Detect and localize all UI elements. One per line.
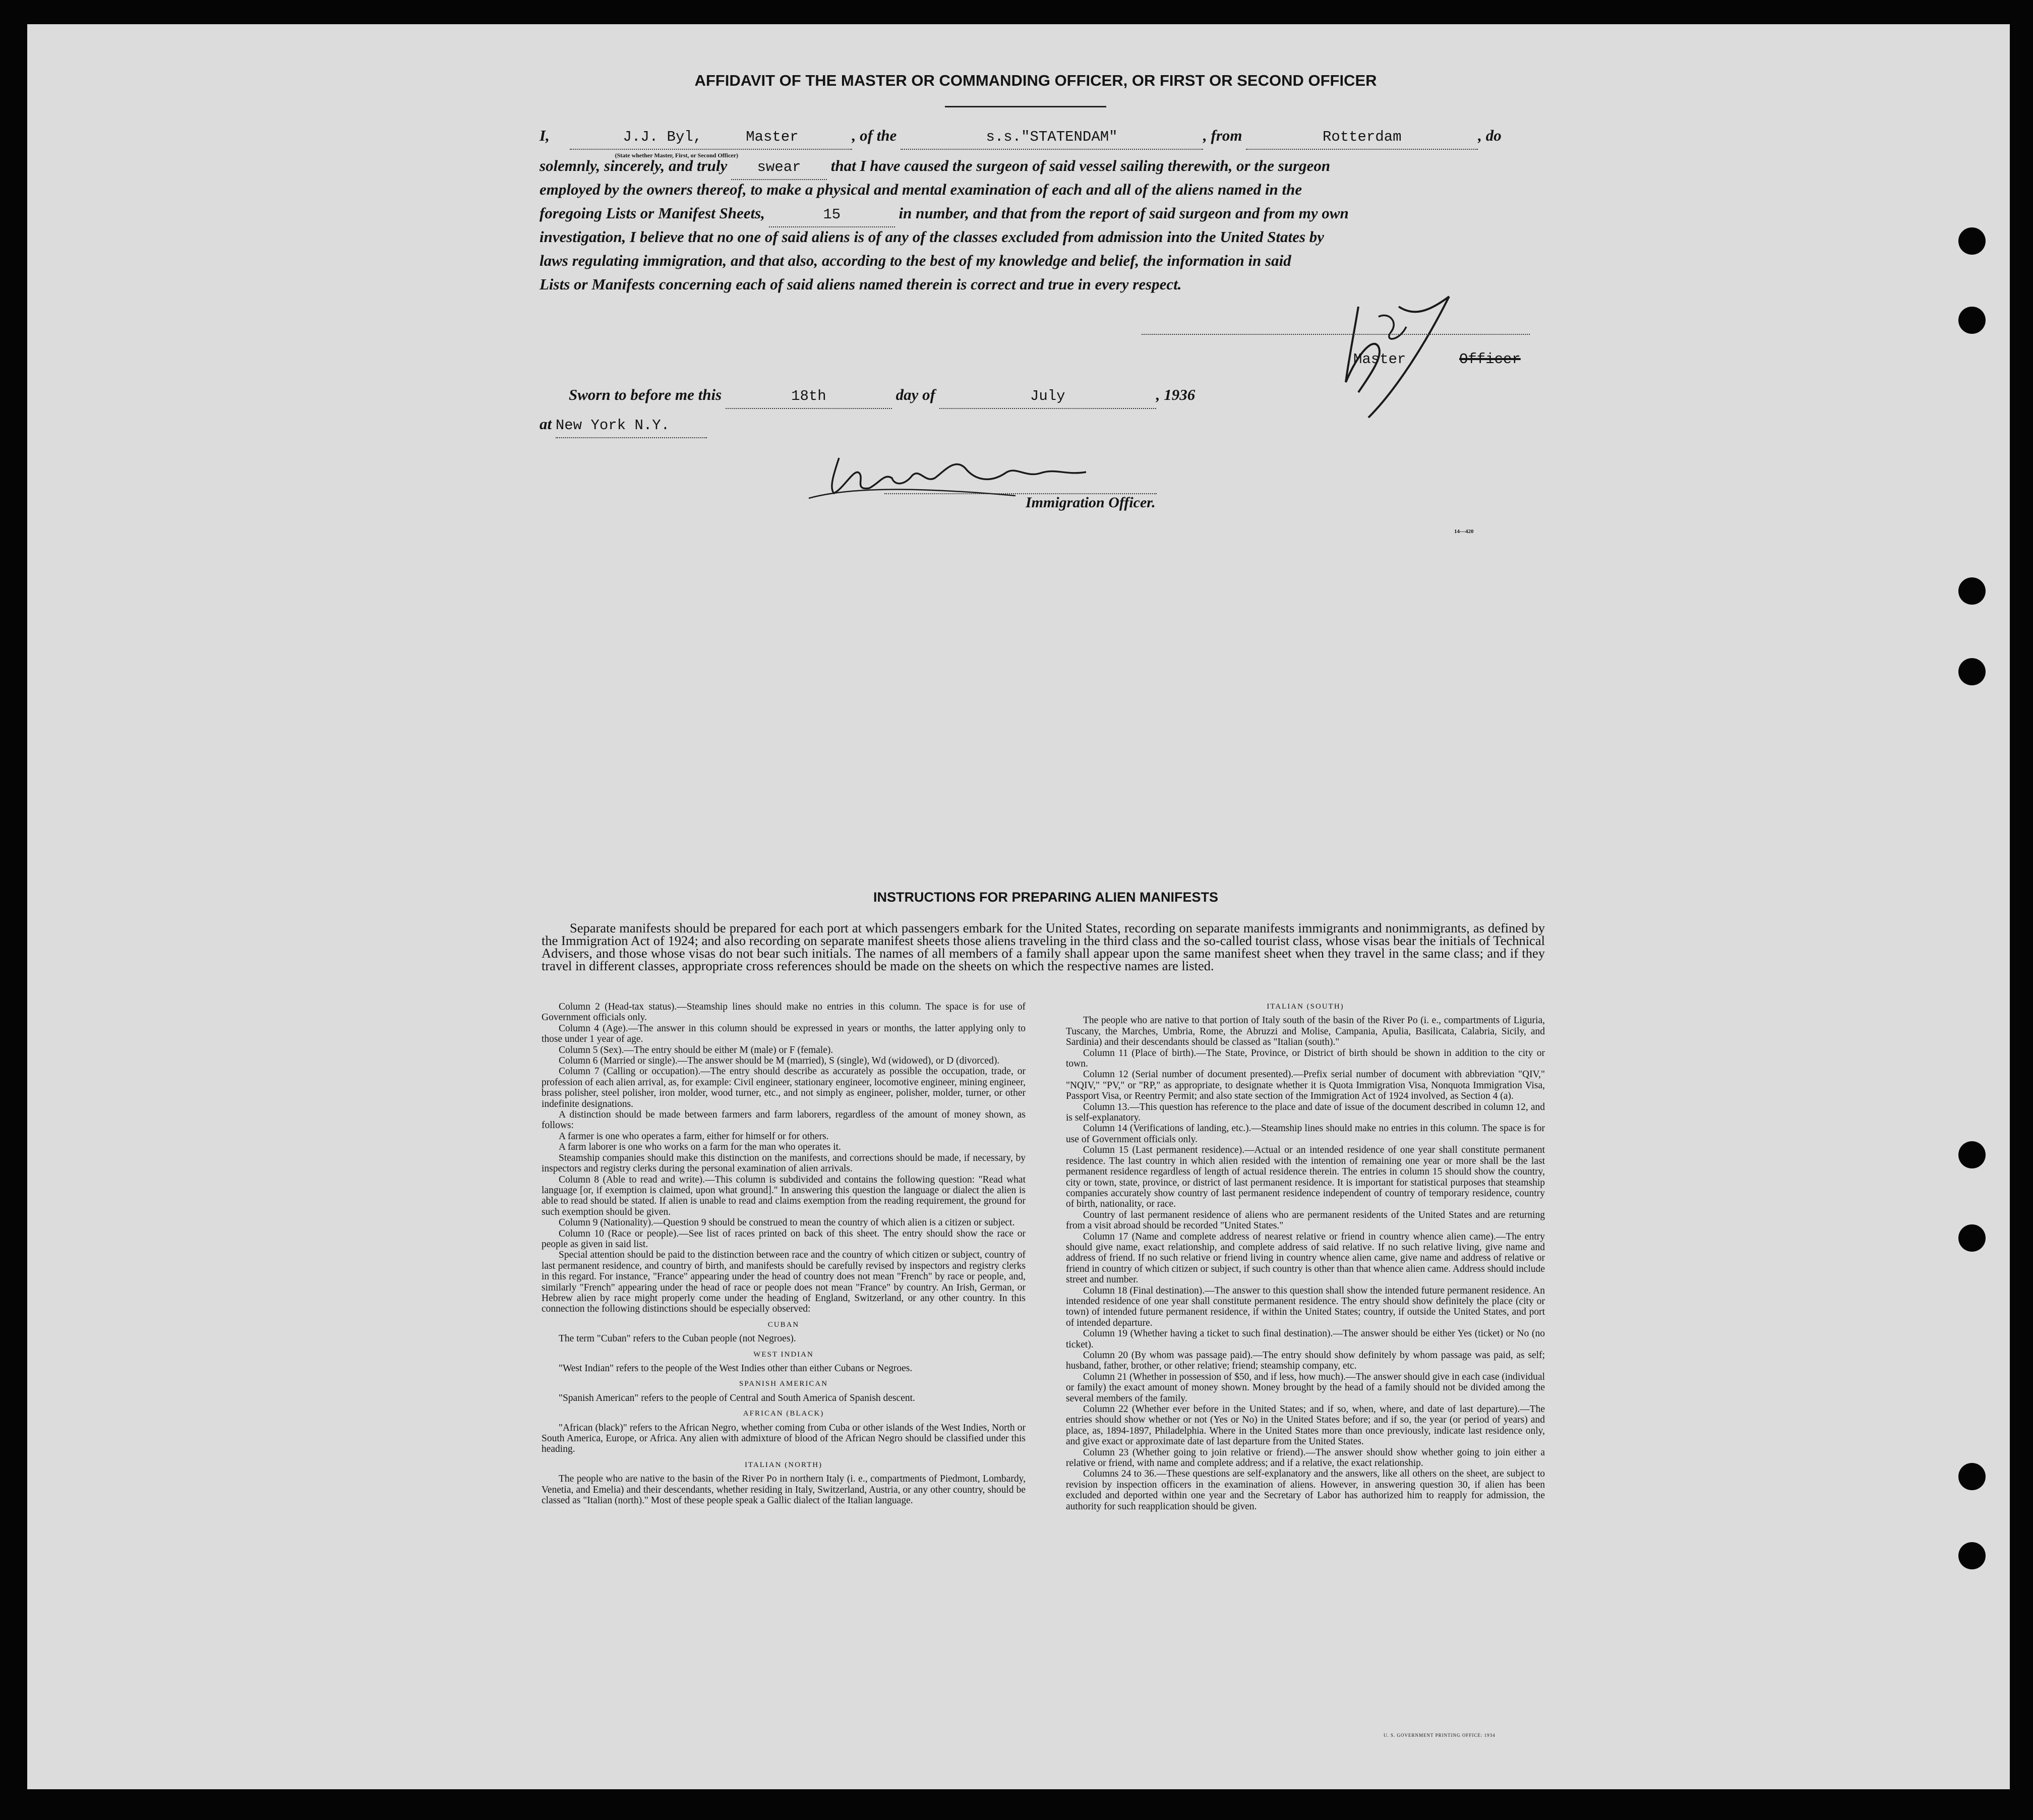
affidavit-text: in number, and that from the report of said surgeon and from my own — [899, 204, 1349, 222]
title-rule — [945, 106, 1106, 107]
sworn-line — [569, 383, 1572, 409]
affidavit-line-3: employed by the owners thereof, to make a physical and mental examination of each and all of the aliens named in the — [540, 181, 1302, 198]
departure-port: Rotterdam — [1246, 126, 1478, 150]
i-label: I, — [540, 127, 550, 144]
master-signature-line — [1142, 334, 1530, 335]
affidavit-title: AFFIDAVIT OF THE MASTER OR COMMANDING OFFICER, OR FIRST OR SECOND OFFICER — [694, 72, 1377, 89]
right-column-paragraph: Column 13.—This question has reference to the place and date of issue of the document described in column 12, and is self-explanatory. — [1066, 1101, 1545, 1124]
right-column-paragraph: Column 12 (Serial number of document presented).—Prefix serial number of document with abbreviation "QIV," "NQIV," "PV," or "RP," as appropriate, to designate whether it is Quota Immigration Visa, Nonquota Immigration Visa, Passport Visa, or Reentry Permit; and also state section of the Immigration Act of 1924 involved, as Section 4 (a). — [1066, 1069, 1545, 1102]
spanish-american-text: "Spanish American" refers to the people of Central and South America of Spanish descent. — [559, 1392, 915, 1403]
affidavit-line-1 — [540, 124, 1543, 159]
instructions-intro: Separate manifests should be prepared for each port at which passengers embark for the United States, recording on separate manifests immigrants and nonimmigrants, as defined by the Immigration Act of 1924; and also recording on separate manifest sheets those aliens traveling in the third class and the so-called tourist class, whose visas bear the initials of Technical Advisers, and those whose visas do not bear such initials. The names of all members of a family shall appear upon the same manifest sheet when they travel in the same class; and if they travel in different classes, appropriate cross references should be made on the sheets on which the respective names are listed. — [542, 920, 1545, 973]
affidavit-line-4 — [540, 202, 1543, 227]
sworn-place: New York N.Y. — [556, 414, 707, 438]
instructions-left-column — [542, 1002, 1026, 1506]
manifest-sheet — [27, 24, 2010, 1789]
west-indian-heading: WEST INDIAN — [753, 1350, 814, 1359]
left-column-paragraph: A farmer is one who operates a farm, either for himself or for others. — [559, 1131, 829, 1142]
binder-hole — [1958, 227, 1986, 255]
left-column-paragraph: Steamship companies should make this distinction on the manifests, and corrections should be made, if necessary, by inspectors and registry clerks during the personal examination of alien arrivals. — [542, 1152, 1026, 1175]
left-column-paragraph: Column 8 (Able to read and write).—This column is subdivided and contains the following question: "Read what language [or, if exemption is claimed, upon what ground]." In answering this question the language or dialect the alien is able to read should be stated. If alien is unable to read and claims exemption from the reading requirement, the ground for such exemption should be given. — [542, 1174, 1026, 1217]
affidavit-line-6: laws regulating immigration, and that also, according to the best of my knowledge and belief, the information in said — [540, 252, 1291, 269]
instructions-title: INSTRUCTIONS FOR PREPARING ALIEN MANIFESTS — [873, 890, 1219, 905]
affidavit-text: foregoing Lists or Manifest Sheets, — [540, 204, 765, 222]
binder-hole — [1958, 658, 1986, 685]
left-column-paragraphs — [542, 1002, 1026, 1315]
name-field — [570, 126, 852, 159]
left-column-paragraph: A distinction should be made between farmers and farm laborers, regardless of the amount of money shown, as follows: — [542, 1109, 1026, 1131]
african-text: "African (black)" refers to the African Negro, whether coming from Cuba or other islands of the West Indies, North or South America, Europe, or Africa. Any alien with admixture of blood of the African Negro should be classified under this heading. — [542, 1422, 1026, 1455]
binder-hole — [1958, 1224, 1986, 1252]
italian-south-heading: ITALIAN (SOUTH) — [1267, 1003, 1344, 1011]
form-number: 14—420 — [1454, 529, 1474, 535]
instructions-right-column — [1066, 1002, 1545, 1512]
signer-title: Master — [1353, 351, 1406, 368]
binder-hole — [1958, 577, 1986, 605]
right-column-paragraph: Column 23 (Whether going to join relative or friend).—The answer should show whether going to join either a relative or friend, with name and complete address; and if a relative, the exact relationship. — [1066, 1447, 1545, 1469]
right-column-paragraph: Columns 24 to 36.—These questions are self-explanatory and the answers, like all others on the sheet, are subject to revision by inspection officers in the examination of aliens. However, in answering question 30, if alien has been excluded and deported within one year and the Secretary of Labor has authorized him to reapply for admission, the authority for such reapplication should be given. — [1066, 1469, 1545, 1512]
at-label: at — [540, 415, 552, 433]
right-column-paragraph: Column 11 (Place of birth).—The State, Province, or District of birth should be shown in addition to the city or town. — [1066, 1047, 1545, 1070]
right-column-paragraph: Column 15 (Last permanent residence).—Actual or an intended residence of one year shall constitute permanent residence. The last country in which alien resided with the intention of remaining one year or more shall be the last permanent residence regardless of length of actual residence therein. The entries in column 15 should show the country, city or town, state, province, or district of last permanent residence. It is important for statistical purposes that steamship companies accurately show country of last permanent residence independent of country of temporary residence, country of birth, nationality, or race. — [1066, 1145, 1545, 1210]
right-column-paragraph: Column 18 (Final destination).—The answer to this question shall show the intended future permanent residence. An intended residence of one year shall constitute permanent residence. The entry should show definitely the place (city or town) of intended future permanent residence, if within the United States; country, if outside the United States, and port of intended departure. — [1066, 1285, 1545, 1328]
right-column-paragraph: Country of last permanent residence of aliens who are permanent residents of the United States and are returning from a visit abroad should be recorded "United States." — [1066, 1209, 1545, 1231]
left-column-paragraph: Special attention should be paid to the distinction between race and the country of which citizen or subject, country of last permanent residence, and country of birth, and manifests should be carefully revised by inspectors and registry clerks in this regard. For instance, "France" appearing under the head of country does not mean "French" by race or people, and, similarly "French" appearing under the head of race or people does not mean "France" by country. An Irish, German, or Hebrew alien by race might properly come under the heading of England, Switzerland, or any other country. In this connection the following distinctions should be especially observed: — [542, 1250, 1026, 1315]
struck-word: Officer — [1459, 351, 1521, 368]
west-indian-text: "West Indian" refers to the people of the West Indies other than either Cubans or Negroes. — [559, 1363, 913, 1374]
affidavit-line-7: Lists or Manifests concerning each of said aliens named therein is correct and true in every respect. — [540, 275, 1182, 293]
right-column-paragraph: Column 21 (Whether in possession of $50, and if less, how much).—The answer should give in each case (individual or family) the exact amount of money shown. Money brought by the head of a family should not be divided among the several members of the family. — [1066, 1371, 1545, 1404]
right-column-paragraph: The people who are native to that portion of Italy south of the basin of the River Po (i. e., compartments of Liguria, Tuscany, the Marches, Umbria, Rome, the Abruzzi and Molise, Campania, Apulia, Basilicata, Calabria, Sicily, and Sardinia) and their descendants should be classed as "Italian (south)." — [1066, 1015, 1545, 1048]
master-rank: Master — [746, 129, 799, 145]
affidavit-text: that I have caused the surgeon of said vessel sailing therewith, or the surgeon — [830, 157, 1331, 174]
sworn-year: 36 — [1179, 386, 1195, 403]
sworn-place-line — [540, 413, 1543, 438]
rank-note: (State whether Master, First, or Second Officer) — [615, 152, 738, 159]
cuban-text: The term "Cuban" refers to the Cuban people (not Negroes). — [559, 1333, 796, 1344]
master-name: J.J. Byl, — [623, 129, 702, 145]
left-column-paragraph: Column 4 (Age).—The answer in this column should be expressed in years or months, the latter applying only to those under 1 year of age. — [542, 1023, 1026, 1045]
binder-hole — [1958, 1141, 1986, 1168]
italian-north-heading: ITALIAN (NORTH) — [744, 1460, 823, 1469]
printer-line: U. S. GOVERNMENT PRINTING OFFICE: 1934 — [1384, 1733, 1496, 1738]
sheet-count: 15 — [769, 203, 895, 227]
left-column-paragraph: Column 6 (Married or single).—The answer should be M (married), S (single), Wd (widowed), or D (divorced). — [559, 1055, 1000, 1067]
vessel-name: s.s."STATENDAM" — [901, 126, 1203, 150]
do-label: , do — [1478, 127, 1502, 144]
binder-hole — [1958, 1463, 1986, 1490]
officer-title: Immigration Officer. — [1026, 494, 1156, 511]
sworn-label: Sworn to before me this — [569, 386, 722, 403]
affidavit-line-2 — [540, 154, 1543, 180]
right-column-paragraphs — [1066, 1015, 1545, 1512]
year-prefix: , 19 — [1156, 386, 1180, 403]
right-column-paragraph: Column 17 (Name and complete address of nearest relative or friend in country whence alien came).—The entry should give name, exact relationship, and complete address of said relative. If no such relative living, give name and address of friend. If no such relative or friend living in country whence alien came, give name and address of relative or friend in country of which citizen or subject, if such country is other than that whence alien came. Address should include street and number. — [1066, 1231, 1545, 1285]
left-column-paragraph: A farm laborer is one who works on a farm for the man who operates it. — [559, 1142, 841, 1153]
of-the-label: , of the — [852, 127, 897, 144]
left-column-paragraph: Column 2 (Head-tax status).—Steamship lines should make no entries in this column. The space is for use of Government officials only. — [542, 1002, 1026, 1023]
left-column-paragraph: Column 5 (Sex).—The entry should be either M (male) or F (female). — [559, 1044, 833, 1055]
left-column-paragraph: Column 7 (Calling or occupation).—The entry should describe as accurately as possible the occupation, trade, or profession of each alien arrival, as, for example: Civil engineer, stationary engineer, locomotive engineer, mining engineer, brass polisher, steel polisher, iron molder, wood turner, etc., and not simply as engineer, polisher, molder, turner, or other indefinite designations. — [542, 1066, 1026, 1109]
left-column-paragraph: Column 9 (Nationality).—Question 9 should be construed to mean the country of which alien is a citizen or subject. — [559, 1217, 1015, 1228]
sworn-day: 18th — [726, 385, 892, 409]
from-label: , from — [1203, 127, 1242, 144]
spanish-american-heading: SPANISH AMERICAN — [739, 1380, 828, 1388]
sworn-month: July — [939, 385, 1156, 409]
binder-hole — [1958, 307, 1986, 334]
oath-word: swear — [731, 156, 827, 180]
day-of-label: day of — [895, 386, 935, 403]
affidavit-text: solemnly, sincerely, and truly — [540, 157, 728, 174]
african-heading: AFRICAN (BLACK) — [743, 1410, 824, 1418]
affidavit-line-5: investigation, I believe that no one of said aliens is of any of the classes excluded from admission into the United States by — [540, 228, 1325, 246]
right-column-paragraph: Column 19 (Whether having a ticket to such final destination).—The answer should be either Yes (ticket) or No (no ticket). — [1066, 1328, 1545, 1350]
binder-hole — [1958, 1542, 1986, 1569]
right-column-paragraph: Column 20 (By whom was passage paid).—The entry should show definitely by whom passage was paid, as self; husband, father, brother, or other relative; friend; steamship company, etc. — [1066, 1350, 1545, 1372]
left-column-paragraph: Column 10 (Race or people).—See list of races printed on back of this sheet. The entry should show the race or people as given in said list. — [542, 1228, 1026, 1250]
right-column-paragraph: Column 14 (Verifications of landing, etc.).—Steamship lines should make no entries in this column. The space is for use of Government officials only. — [1066, 1123, 1545, 1145]
italian-north-text: The people who are native to the basin of the River Po in northern Italy (i. e., compartments of Piedmont, Lombardy, Venetia, and Emelia) and their descendants, whether residing in Italy, Switzerland, Austria, or any other country, should be classed as "Italian (north)." Most of these people speak a Gallic dialect of the Italian language. — [542, 1474, 1026, 1506]
right-column-paragraph: Column 22 (Whether ever before in the United States; and if so, when, where, and date of last departure).—The entries should show whether or not (Yes or No) in the United States before; and if so, the year (or period of years) and place, as, 1894-1897, Philadelphia. Where in the United States more than once previously, indicate last residence only, and give exact or approximate date of last departure from the United States. — [1066, 1404, 1545, 1447]
cuban-heading: CUBAN — [767, 1320, 800, 1329]
